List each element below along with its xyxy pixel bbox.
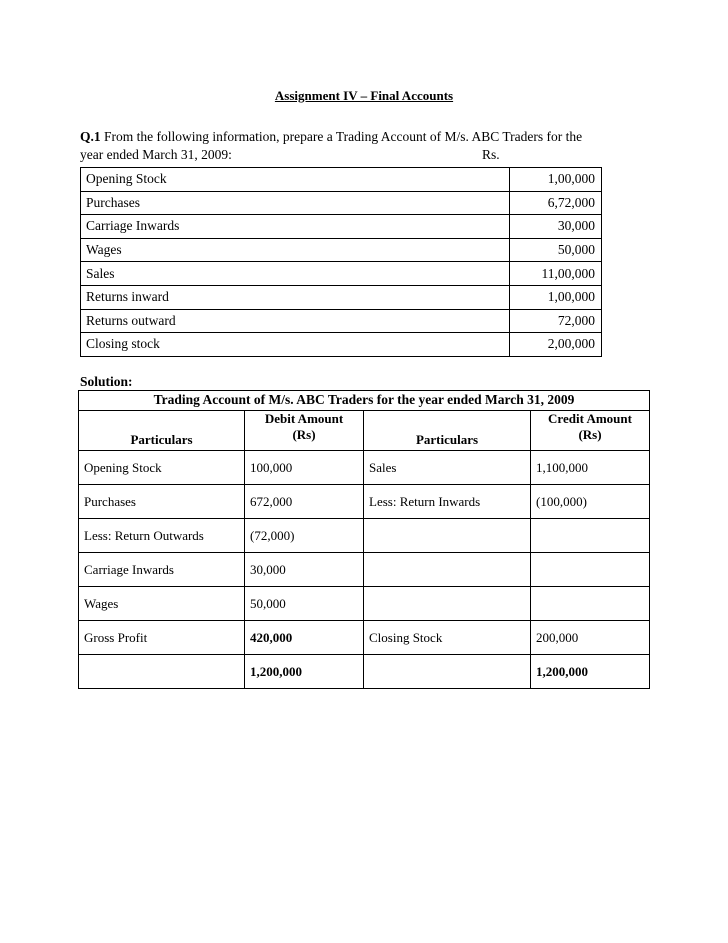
currency-label: Rs. [482,147,500,162]
credit-particular: Less: Return Inwards [364,485,531,519]
credit-amount [531,519,650,553]
info-item: Returns inward [81,285,510,309]
table-row [79,519,650,553]
debit-particular: Opening Stock [79,451,245,485]
debit-amount: 30,000 [245,553,364,587]
question-line-1 [80,127,643,146]
debit-particular: Purchases [79,485,245,519]
table-row-total [79,655,650,689]
debit-amount: 672,000 [245,485,364,519]
debit-total: 1,200,000 [245,655,364,689]
info-row [81,215,602,239]
info-row [81,191,602,215]
info-row [81,238,602,262]
info-item: Sales [81,262,510,286]
credit-amount [531,553,650,587]
credit-amount: 1,100,000 [531,451,650,485]
question-text-line-1: From the following information, prepare a Trading Account of M/s. ABC Traders for the [104,129,583,144]
credit-particular: Sales [364,451,531,485]
header-debit-amount-line2: (Rs) [292,427,316,442]
solution-label: Solution: [80,374,133,389]
info-amount: 1,00,000 [510,168,602,192]
table-row [79,553,650,587]
info-item: Opening Stock [81,168,510,192]
question-number: Q.1 [80,129,101,144]
info-amount: 2,00,000 [510,333,602,357]
info-amount: 1,00,000 [510,285,602,309]
info-amount: 6,72,000 [510,191,602,215]
debit-amount: 50,000 [245,587,364,621]
info-row [81,333,602,357]
info-amount: 30,000 [510,215,602,239]
info-row [81,309,602,333]
debit-particular: Wages [79,587,245,621]
question-text-line-2: year ended March 31, 2009: [80,147,232,162]
table-row [79,587,650,621]
info-amount: 50,000 [510,238,602,262]
info-row [81,168,602,192]
debit-particular: Less: Return Outwards [79,519,245,553]
trading-caption-row [79,391,650,411]
trading-caption: Trading Account of M/s. ABC Traders for the year ended March 31, 2009 [79,391,650,411]
info-item: Purchases [81,191,510,215]
assignment-title: Assignment IV – Final Accounts [274,88,454,103]
info-item: Closing stock [81,333,510,357]
info-row [81,285,602,309]
header-debit-amount-line1: Debit Amount [264,411,344,426]
credit-particular [364,519,531,553]
info-item: Returns outward [81,309,510,333]
credit-particular: Closing Stock [364,621,531,655]
info-item: Carriage Inwards [81,215,510,239]
table-row [79,451,650,485]
header-credit-particulars: Particulars [364,411,531,451]
credit-particular [364,587,531,621]
table-row [79,485,650,519]
trading-header-row [79,411,650,451]
credit-particular [364,553,531,587]
credit-amount: (100,000) [531,485,650,519]
credit-particular [364,655,531,689]
trading-account-table [78,390,650,689]
debit-amount: 420,000 [245,621,364,655]
header-credit-amount-line2: (Rs) [578,427,602,442]
information-table [80,167,602,357]
header-debit-particulars: Particulars [79,411,245,451]
info-amount: 72,000 [510,309,602,333]
debit-particular: Gross Profit [79,621,245,655]
info-item: Wages [81,238,510,262]
info-row [81,262,602,286]
info-amount: 11,00,000 [510,262,602,286]
header-debit-amount [245,411,364,451]
table-row [79,621,650,655]
header-credit-amount-line1: Credit Amount [548,411,632,426]
credit-amount: 200,000 [531,621,650,655]
credit-amount [531,587,650,621]
debit-particular: Carriage Inwards [79,553,245,587]
header-credit-amount [531,411,650,451]
debit-amount: (72,000) [245,519,364,553]
credit-total: 1,200,000 [531,655,650,689]
debit-amount: 100,000 [245,451,364,485]
debit-particular [79,655,245,689]
